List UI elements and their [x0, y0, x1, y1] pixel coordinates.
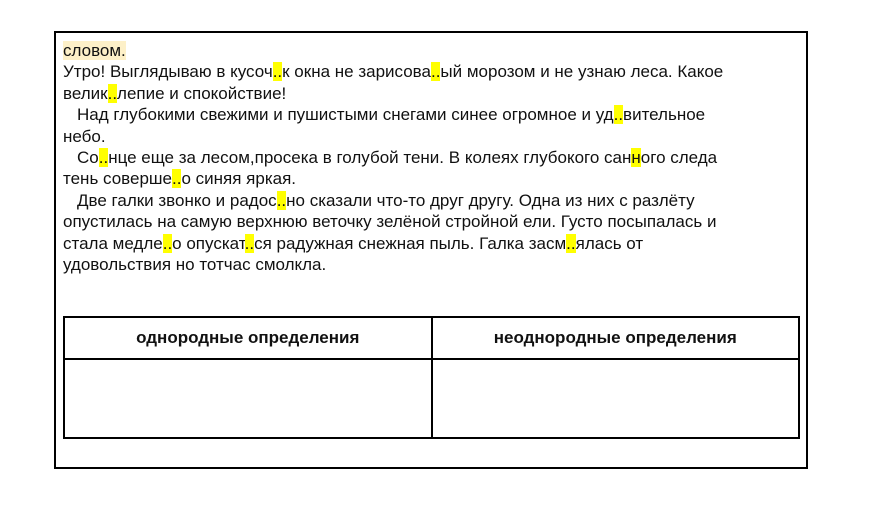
- intro-line: [63, 40, 803, 61]
- passage-text: [63, 40, 803, 275]
- text-segment: велик: [63, 83, 108, 103]
- passage-line: [63, 233, 803, 254]
- cell-homogeneous[interactable]: [64, 359, 432, 438]
- text-segment: удовольствия но тотчас смолкла.: [63, 255, 327, 275]
- text-segment: стала медле: [63, 233, 163, 253]
- passage-line: [63, 211, 803, 232]
- passage-line: [63, 168, 803, 189]
- passage-line: [63, 254, 803, 275]
- text-segment: тень соверше: [63, 169, 173, 189]
- cell-heterogeneous[interactable]: [432, 359, 800, 438]
- table-header-row: [64, 317, 799, 359]
- text-segment: небо.: [63, 126, 106, 146]
- text-segment: Над глубокими свежими и пушистыми снегами синее огромное и уд: [77, 105, 614, 125]
- text-segment: о синяя яркая.: [181, 169, 297, 189]
- passage-line: [63, 104, 803, 125]
- text-segment: ся радужная снежная пыль. Галка засм: [254, 233, 567, 253]
- passage-line: [63, 190, 803, 211]
- passage-line: [63, 61, 803, 82]
- gap-highlight: ..: [430, 62, 441, 82]
- text-segment: ялась от: [575, 233, 644, 253]
- passage-line: [63, 83, 803, 104]
- header-homogeneous: однородные определения: [64, 317, 432, 359]
- text-segment: ого следа: [640, 148, 718, 168]
- gap-highlight: ..: [107, 83, 118, 103]
- passage-line: [63, 147, 803, 168]
- gap-highlight: ..: [276, 190, 287, 210]
- text-segment: вительное: [623, 105, 706, 125]
- text-segment: Две галки звонко и радос: [77, 190, 277, 210]
- gap-highlight: н: [631, 148, 641, 168]
- text-segment: но сказали что-то друг другу. Одна из них с разлёту: [286, 190, 695, 210]
- text-segment: о опускат: [172, 233, 245, 253]
- gap-highlight: ..: [272, 62, 283, 82]
- gap-highlight: ..: [566, 233, 576, 253]
- text-segment: нце еще за лесом,просека в голубой тени. В колеях глубокого сан: [108, 148, 632, 168]
- text-segment: лепие и спокойствие!: [117, 83, 287, 103]
- gap-highlight: ..: [162, 233, 173, 253]
- passage-line: [63, 126, 803, 147]
- gap-highlight: ..: [98, 148, 109, 168]
- text-segment: ый морозом и не узнаю леса. Какое: [440, 62, 724, 82]
- text-segment: Утро! Выглядываю в кусоч: [63, 62, 273, 82]
- gap-highlight: ..: [244, 233, 255, 253]
- text-segment: опустилась на самую верхнюю веточку зелёной стройной ели. Густо посыпалась и: [63, 212, 717, 232]
- intro-word: словом.: [63, 41, 126, 60]
- text-segment: к окна не зарисова: [282, 62, 431, 82]
- table-row: [64, 359, 799, 438]
- answer-table: [63, 316, 800, 439]
- gap-highlight: ..: [613, 105, 624, 125]
- header-heterogeneous: неоднородные определения: [432, 317, 800, 359]
- text-segment: Со: [77, 148, 99, 168]
- gap-highlight: ..: [172, 169, 182, 189]
